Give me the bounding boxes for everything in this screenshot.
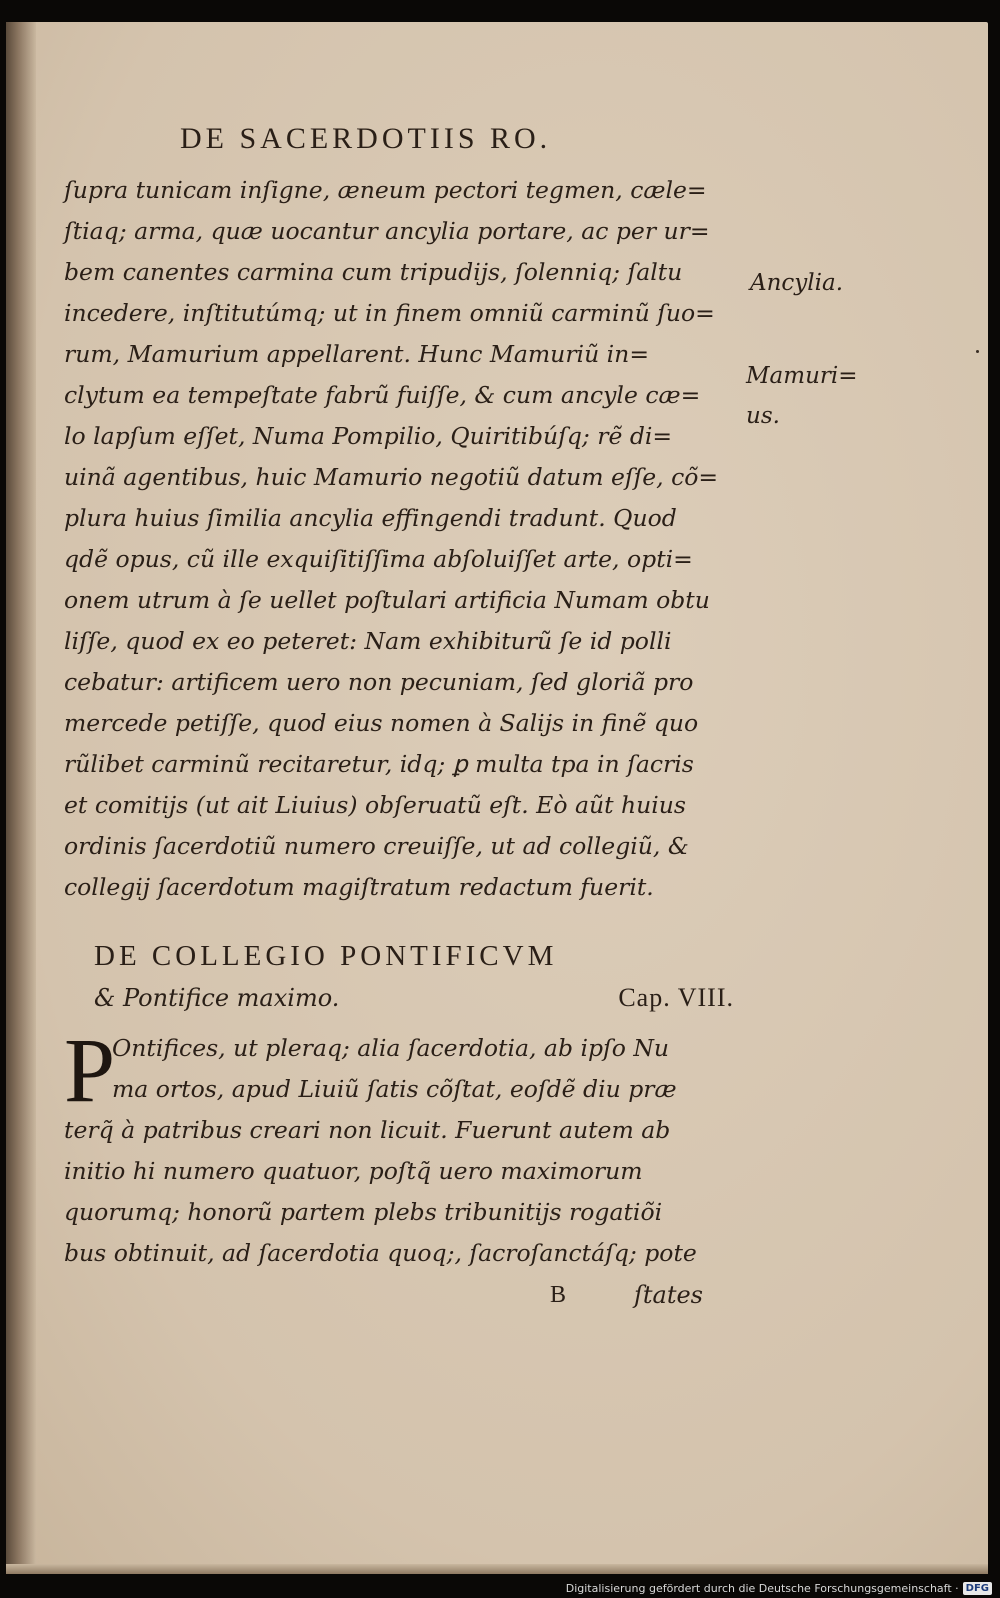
text-line: qdẽ opus, cũ ille exquiſitiſſima abſoluiſſet arte, opti= xyxy=(64,545,693,573)
margin-note-mamurius-cont: us. xyxy=(746,403,780,429)
chapter-subheading-row xyxy=(64,978,734,1018)
text-line: Ontifices, ut pleraq; alia ſacerdotia, ab ipſo Nu xyxy=(112,1034,670,1062)
margin-note-mamurius: Mamuri= xyxy=(746,363,858,389)
text-line: rum, Mamurium appellarent. Hunc Mamuriũ in= xyxy=(64,340,650,368)
binding-gutter xyxy=(6,22,36,1574)
drop-cap: P xyxy=(64,1019,116,1121)
text-line: plura huius ſimilia ancylia effingendi tradunt. Quod xyxy=(64,504,677,532)
ink-speck xyxy=(976,350,979,353)
text-line: ſupra tunicam inſigne, æneum pectori tegmen, cæle= xyxy=(64,176,707,204)
text-line: terq̃ à patribus creari non licuit. Fuerunt autem ab xyxy=(64,1116,671,1144)
digitization-footer xyxy=(0,1576,1000,1598)
text-line: liſſe, quod ex eo peteret: Nam exhibiturũ ſe id polli xyxy=(64,627,672,655)
chapter-subheading: & Pontifice maximo. xyxy=(94,984,340,1012)
page-footer-line xyxy=(64,1274,764,1316)
text-line: collegij ſacerdotum magiſtratum redactum fuerit. xyxy=(64,873,654,901)
page-bottom-edge xyxy=(6,1564,988,1574)
text-line: ſtiaq; arma, quæ uocantur ancylia portare, ac per ur= xyxy=(64,217,710,245)
text-line: onem utrum à ſe uellet poſtulari artificia Numam obtu xyxy=(64,586,710,614)
text-line: cebatur: artificem uero non pecuniam, ſed gloriã pro xyxy=(64,668,694,696)
text-line: ordinis ſacerdotiũ numero creuiſſe, ut ad collegiũ, & xyxy=(64,832,689,860)
signature-mark: B xyxy=(550,1282,567,1308)
text-line: quorumq; honorũ partem plebs tribunitijs rogatiõi xyxy=(64,1198,663,1226)
body-paragraph xyxy=(64,170,764,908)
text-line: lo lapſum eſſet, Numa Pompilio, Quiritibúſq; rẽ di= xyxy=(64,422,673,450)
text-line: ma ortos, apud Liuiũ ſatis cõſtat, eoſdẽ diu præ xyxy=(112,1075,677,1103)
text-line: initio hi numero quatuor, poſtq̃ uero maximorum xyxy=(64,1157,643,1185)
text-line: uinã agentibus, huic Mamurio negotiũ datum eſſe, cõ= xyxy=(64,463,719,491)
funding-credit xyxy=(566,1582,992,1595)
text-line: incedere, inſtitutúmq; ut in finem omniũ carminũ ſuo= xyxy=(64,299,715,327)
text-line: bus obtinuit, ad ſacerdotia quoq;, ſacroſanctáſq; pote xyxy=(64,1239,697,1267)
text-line: bem canentes carmina cum tripudijs, ſolenniq; ſaltu xyxy=(64,258,683,286)
catchword: ſtates xyxy=(634,1281,703,1309)
text-line: et comitijs (ut ait Liuius) obſeruatũ eſt. Eò aũt huius xyxy=(64,791,686,819)
credit-text: Digitalisierung gefördert durch die Deutsche Forschungsgemeinschaft · xyxy=(565,1582,959,1595)
chapter-heading: DE COLLEGIO PONTIFICVM xyxy=(94,940,558,972)
margin-note-ancylia: Ancylia. xyxy=(750,270,844,296)
chapter-number: Cap. VIII. xyxy=(618,983,734,1012)
dfg-logo: DFG xyxy=(963,1582,992,1595)
chapter-paragraph xyxy=(64,1019,764,1274)
running-head: DE SACERDOTIIS RO. xyxy=(180,122,552,155)
text-line: rũlibet carminũ recitaretur, idq; ꝑ multa tpa in ſacris xyxy=(64,750,694,778)
text-line: clytum ea tempeſtate fabrũ fuiſſe, & cum ancyle cæ= xyxy=(64,381,701,409)
text-block xyxy=(64,110,764,1316)
text-line: mercede petiſſe, quod eius nomen à Salijs in finẽ quo xyxy=(64,709,699,737)
